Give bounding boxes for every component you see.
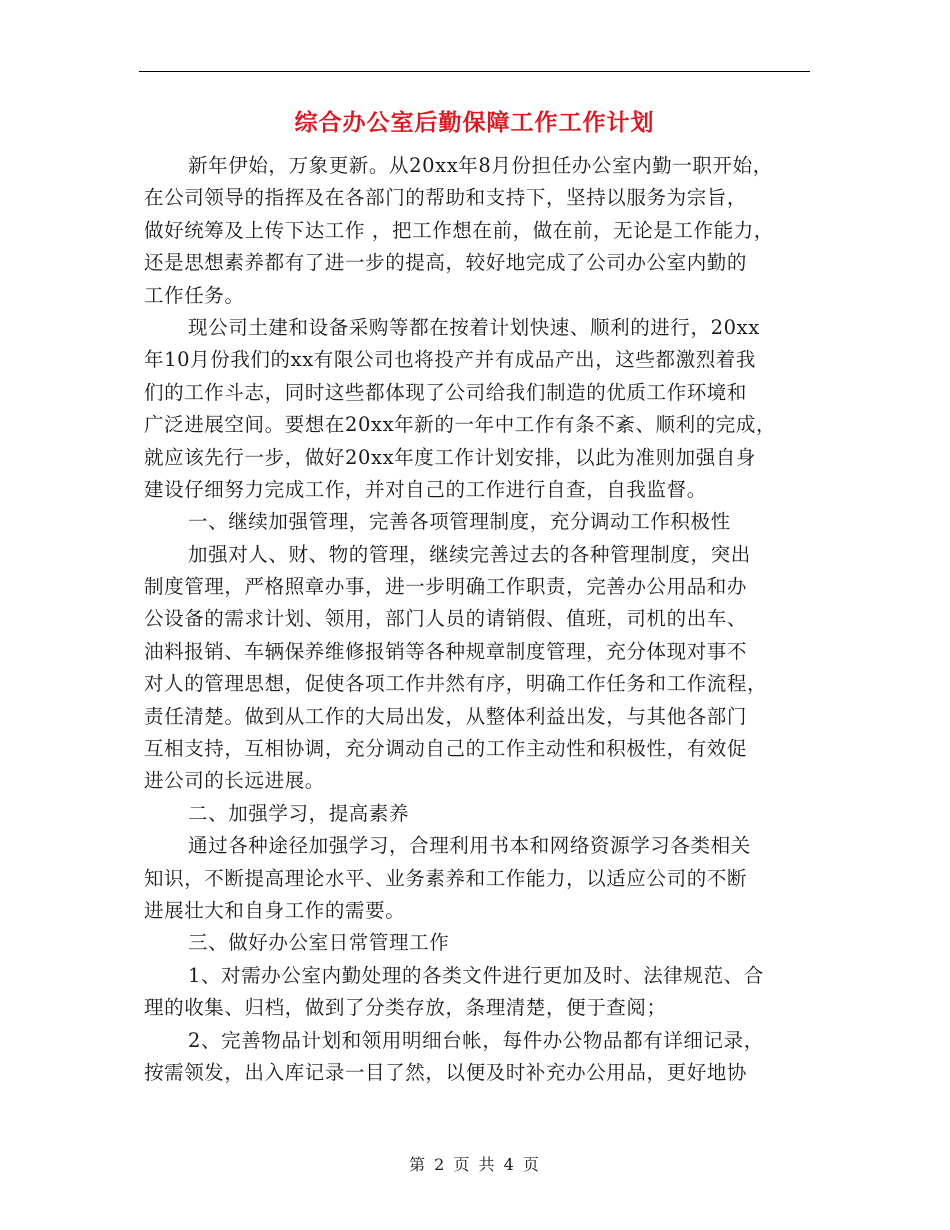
text-line: 对人的管理思想，促使各项工作井然有序，明确工作任务和工作流程， [144, 672, 768, 696]
text-line: 们的工作斗志，同时这些都体现了公司给我们制造的优质工作环境和 [144, 380, 748, 404]
text-line: 制度管理，严格照章办事，进一步明确工作职责，完善办公用品和办 [144, 575, 748, 599]
text-line: 一、继续加强管理，完善各项管理制度，充分调动工作积极性 [188, 510, 731, 534]
text-line: 做好统筹及上传下达工作 ，把工作想在前，做在前，无论是工作能力， [144, 218, 774, 242]
page-footer: 第 2 页 共 4 页 [409, 1155, 541, 1174]
text-line: 二、加强学习，提高素养 [188, 801, 410, 825]
text-line: 加强对人、财、物的管理，继续完善过去的各种管理制度，突出 [188, 542, 751, 566]
text-line: 2、完善物品计划和领用明细台帐，每件办公物品都有详细记录， [188, 1028, 764, 1052]
text-line: 还是思想素养都有了进一步的提高，较好地完成了公司办公室内勤的 [144, 251, 748, 275]
text-line: 公设备的需求计划、领用，部门人员的请销假、值班，司机的出车、 [144, 607, 748, 631]
text-line: 工作任务。 [144, 283, 245, 307]
text-line: 按需领发，出入库记录一目了然，以便及时补充办公用品，更好地协 [144, 1060, 748, 1084]
text-line: 广泛进展空间。要想在20xx年新的一年中工作有条不紊、顺利的完成， [144, 413, 777, 437]
header-rule [139, 71, 810, 72]
text-line: 责任清楚。做到从工作的大局出发，从整体利益出发，与其他各部门 [144, 704, 748, 728]
text-line: 三、做好办公室日常管理工作 [188, 931, 450, 955]
text-line: 理的收集、归档，做到了分类存放，条理清楚，便于查阅； [144, 996, 667, 1020]
text-line: 现公司土建和设备采购等都在按着计划快速、顺利的进行，20xx [188, 315, 760, 339]
text-line: 新年伊始，万象更新。从20xx年8月份担任办公室内勤一职开始， [188, 154, 773, 177]
text-line: 建设仔细努力完成工作，并对自己的工作进行自查，自我监督。 [144, 477, 707, 501]
text-line: 通过各种途径加强学习，合理利用书本和网络资源学习各类相关 [188, 834, 751, 858]
text-line: 知识，不断提高理论水平、业务素养和工作能力，以适应公司的不断 [144, 866, 748, 890]
text-line: 1、对需办公室内勤处理的各类文件进行更加及时、法律规范、合 [188, 963, 764, 987]
text-line: 就应该先行一步，做好20xx年度工作计划安排，以此为准则加强自身 [144, 445, 757, 469]
text-line: 进展壮大和自身工作的需要。 [144, 898, 406, 922]
document-body [144, 150, 810, 1089]
text-line: 年10月份我们的xx有限公司也将投产并有成品产出，这些都激烈着我 [144, 348, 757, 372]
text-line: 油料报销、车辆保养维修报销等各种规章制度管理，充分体现对事不 [144, 639, 748, 663]
text-line: 互相支持，互相协调，充分调动自己的工作主动性和积极性，有效促 [144, 737, 748, 761]
document-title: 综合办公室后勤保障工作工作计划 [294, 110, 655, 136]
text-line: 进公司的长远进展。 [144, 769, 325, 793]
text-line: 在公司领导的指挥及在各部门的帮助和支持下，坚持以服务为宗旨， [144, 186, 748, 210]
